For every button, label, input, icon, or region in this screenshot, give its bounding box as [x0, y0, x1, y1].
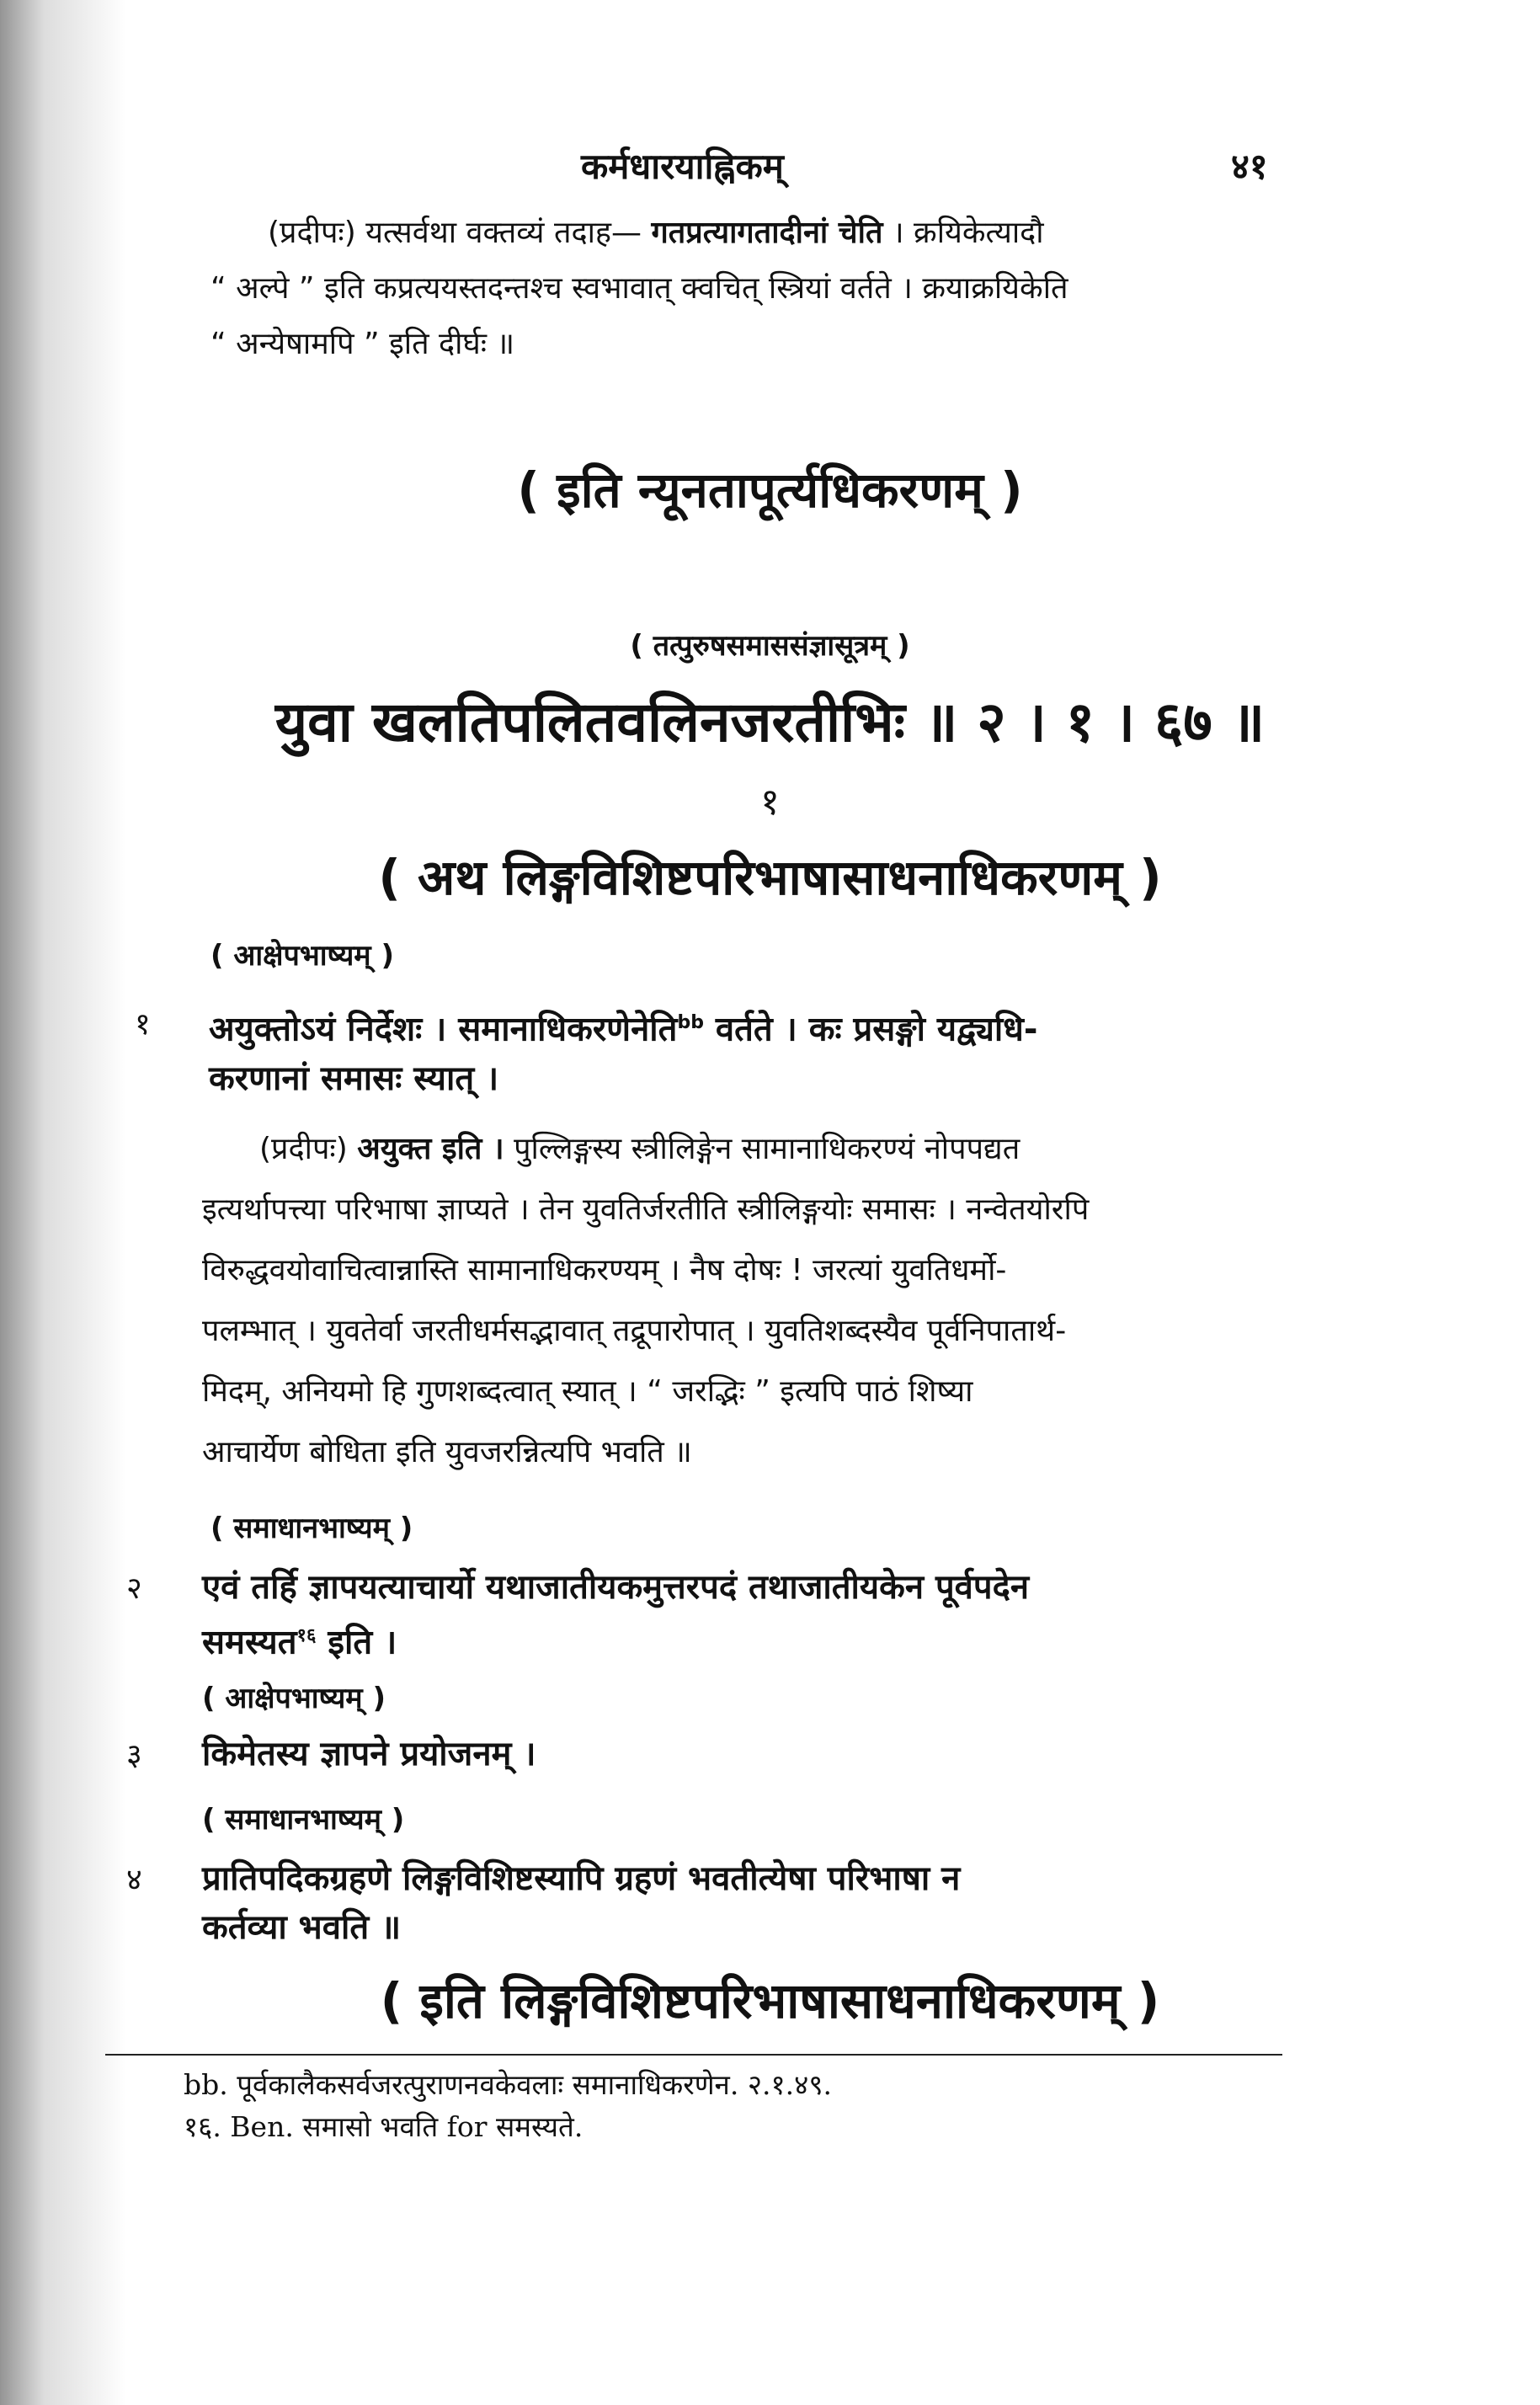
sutra-label: ( तत्पुरुषसमाससंज्ञासूत्रम् ) — [630, 629, 910, 663]
label-samadhana-2: ( समाधानभाष्यम् ) — [202, 1803, 405, 1837]
bhashya-number-4: ४ — [126, 1863, 142, 1897]
pradipa-pratika: अयुक्त इति । — [357, 1132, 504, 1166]
bhashya-number-2: २ — [126, 1571, 142, 1606]
bhashya-1-line-2: करणानां समासः स्यात् । — [209, 1059, 499, 1098]
sutra-text: युवा खलतिपलितवलिनजरतीभिः ॥ २ । १ । ६७ ॥ — [274, 690, 1266, 755]
intro-line-1-b: गतप्रत्यागतादीनां चेति — [651, 216, 883, 250]
bhashya-number-3: ३ — [126, 1738, 142, 1773]
section-end-heading-1: ( इति न्यूनतापूर्त्यधिकरणम् ) — [517, 461, 1023, 519]
footnote-ref-16: १६ — [296, 1625, 317, 1646]
bhashya-2-line-1: एवं तर्हि ज्ञापयत्याचार्यो यथाजातीयकमुत्तरपदं तथाजातीयकेन पूर्वपदेन — [202, 1568, 1030, 1607]
intro-line-1-a: (प्रदीपः) यत्सर्वथा वक्तव्यं तदाह— — [268, 216, 642, 250]
footnote-rule — [105, 2054, 1282, 2056]
footnote-ref-bb: bb — [677, 1012, 704, 1033]
intro-line-2: “ अल्पे ” इति कप्रत्ययस्तदन्तश्च स्वभावात् क्वचित् स्त्रियां वर्तते । क्रयाक्रयिकेति — [210, 271, 1068, 306]
header-title: कर्मधारयाह्निकम् — [581, 146, 784, 187]
bhashya-3-line-1: किमेतस्य ज्ञापने प्रयोजनम् । — [202, 1735, 536, 1773]
bhashya-2-tail: इति । — [316, 1623, 397, 1662]
bhashya-number-1: १ — [135, 1007, 151, 1042]
intro-line-1-c: । क्रयिकेत्यादौ — [892, 216, 1044, 250]
pradipa-line-3: विरुद्धवयोवाचित्वान्नास्ति सामानाधिकरण्यम् । नैष दोषः ! जरत्यां युवतिधर्मो- — [202, 1253, 1007, 1288]
page-edge-shadow — [0, 0, 126, 2405]
footnote-16: १६. Ben. समासो भवति for समस्यते. — [184, 2110, 583, 2143]
adhikarana-title: ( अथ लिङ्गविशिष्टपरिभाषासाधनाधिकरणम् ) — [378, 849, 1162, 906]
label-akshepa-1: ( आक्षेपभाष्यम् ) — [210, 939, 395, 973]
pradipa-line-5: मिदम्, अनियमो हि गुणशब्दत्वात् स्यात् । “ जरद्भिः ” इत्यपि पाठं शिष्या — [202, 1374, 973, 1409]
bhashya-2-text: समस्यत — [202, 1623, 297, 1662]
page-number: ४१ — [1231, 146, 1268, 187]
intro-line-1 — [268, 205, 1044, 261]
bhashya-4-line-1: प्रातिपदिकग्रहणे लिङ्गविशिष्टस्यापि ग्रहणं भवतीत्येषा परिभाषा न — [202, 1859, 961, 1898]
intro-line-3: “ अन्येषामपि ” इति दीर्घः ॥ — [210, 327, 515, 361]
label-akshepa-2: ( आक्षेपभाष्यम् ) — [202, 1682, 386, 1715]
pradipa-line-2: इत्यर्थापत्त्या परिभाषा ज्ञाप्यते । तेन युवतिर्जरतीति स्त्रीलिङ्गयोः समासः । नन्वेतयोरपि — [202, 1192, 1090, 1227]
bhashya-1-line-1 — [209, 997, 1037, 1055]
running-header — [0, 141, 1540, 192]
bhashya-2-line-2 — [202, 1610, 397, 1668]
pradipa-label: (प्रदीपः) — [259, 1132, 348, 1166]
section-end-heading-2: ( इति लिङ्गविशिष्टपरिभाषासाधनाधिकरणम् ) — [380, 1972, 1160, 2029]
pradipa-line-1-rest: पुल्लिङ्गस्य स्त्रीलिङ्गेन सामानाधिकरण्यं नोपपद्यत — [514, 1132, 1020, 1166]
adhikarana-number: १ — [760, 781, 780, 824]
footnote-bb: bb. पूर्वकालैकसर्वजरत्पुराणनवकेवलाः समानाधिकरणेन. २.१.४९. — [184, 2068, 832, 2101]
bhashya-1-tail: वर्तते । कः प्रसङ्गो यद्व्यधि- — [703, 1010, 1038, 1049]
pradipa-line-1 — [259, 1122, 1020, 1177]
bhashya-1-text: अयुक्तोऽयं निर्देशः । समानाधिकरणेनेति — [209, 1010, 678, 1049]
pradipa-line-4: पलम्भात् । युवतेर्वा जरतीधर्मसद्भावात् तद्रूपारोपात् । युवतिशब्दस्यैव पूर्वनिपातार्थ- — [202, 1314, 1067, 1348]
bhashya-4-line-2: कर्तव्या भवति ॥ — [202, 1908, 402, 1947]
label-samadhana-1: ( समाधानभाष्यम् ) — [210, 1512, 413, 1545]
pradipa-line-6: आचार्येण बोधिता इति युवजरन्नित्यपि भवति ॥ — [202, 1435, 692, 1469]
